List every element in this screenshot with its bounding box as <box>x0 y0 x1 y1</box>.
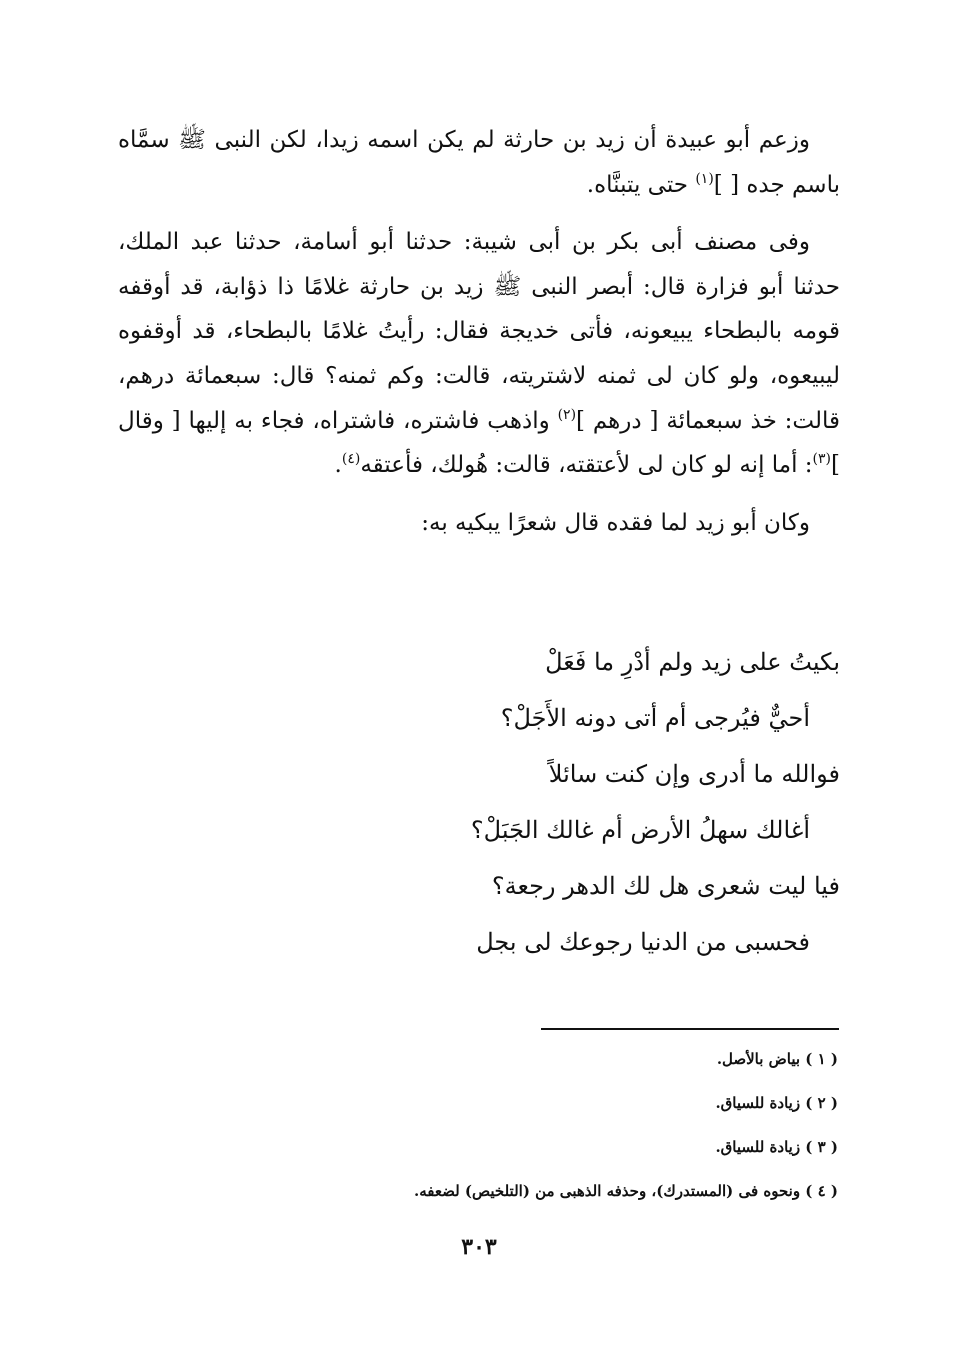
paragraph-2 <box>118 220 840 488</box>
footnote-3: ( ٣ ) زيادة للسياق. <box>715 1138 838 1156</box>
paragraph-2-text-a: وفى مصنف أبى بكر بن أبى شيبة: حدثنا أبو أسامة، حدثنا عبد الملك، حدثنا أبو فزارة قال: أبصر النبى ﷺ زيد بن حارثة غلامًا ذا ذؤابة، قد أوقفه قومه بالبطحاء يبيعونه، فأتى خديجة فقال: رأيتُ غلامًا بالبطحاء، قد أوقفوه ليبيعوه، ولو كان لى ثمنه لاشتريته، قالت: وكم ثمنه؟ قال: سبعمائة درهم، قالت: خذ سبعمائة [ درهم ] <box>118 229 841 434</box>
paragraph-1-text-a: وزعم أبو عبيدة أن زيد بن حارثة لم يكن اسمه زيدا، لكن النبى ﷺ سمَّاه باسم جده [ ] <box>118 127 840 198</box>
paragraph-2-text-b: واذهب فاشتره، فاشتراه، فجاء به إليها [ وقال ] <box>118 407 840 479</box>
paragraph-2-text-d: . <box>334 452 342 479</box>
poem-line-4: أغالك سهلُ الأرض أم غالك الجَبَلْ؟ <box>470 816 810 844</box>
footnote-ref-4: (٤) <box>341 451 361 468</box>
paragraph-1-text-b: حتى يتبنَّاه. <box>586 171 696 198</box>
paragraph-2-text-c: : أما إنه لو كان لى لأعتقته، قالت: هُولك، فأعتقه <box>360 452 813 479</box>
footnote-1: ( ١ ) بياض بالأصل. <box>716 1050 838 1068</box>
page-number: ٣٠٣ <box>461 1234 497 1260</box>
footnote-ref-1: (١) <box>695 170 714 187</box>
poem-line-5: فيا ليت شعرى هل لك الدهر رجعة؟ <box>491 872 840 900</box>
poem-line-2: أحيٌّ فيُرجى أم أتى دونه الأَجَلْ؟ <box>500 704 810 732</box>
footnote-divider <box>541 1028 839 1030</box>
paragraph-3-text: وكان أبو زيد لما فقده قال شعرًا يبكيه به: <box>421 509 810 536</box>
footnote-ref-2: (٢) <box>557 406 577 423</box>
footnote-2: ( ٢ ) زيادة للسياق. <box>715 1094 838 1112</box>
poem-line-1: بكيتُ على زيد ولم أدْرِ ما فَعَلْ <box>545 648 840 676</box>
paragraph-1 <box>118 118 840 207</box>
footnote-ref-3: (٣) <box>812 451 832 468</box>
paragraph-3 <box>118 501 840 546</box>
body-text <box>118 118 840 545</box>
footnote-4: ( ٤ ) ونحوه فى (المستدرك)، وحذفه الذهبى من (التلخيص) لضعفه. <box>414 1182 838 1200</box>
poem-line-6: فحسبى من الدنيا رجوعك لى بجل <box>476 928 810 956</box>
poem-line-3: فوالله ما أدرى وإن كنت سائلاً <box>548 760 840 788</box>
